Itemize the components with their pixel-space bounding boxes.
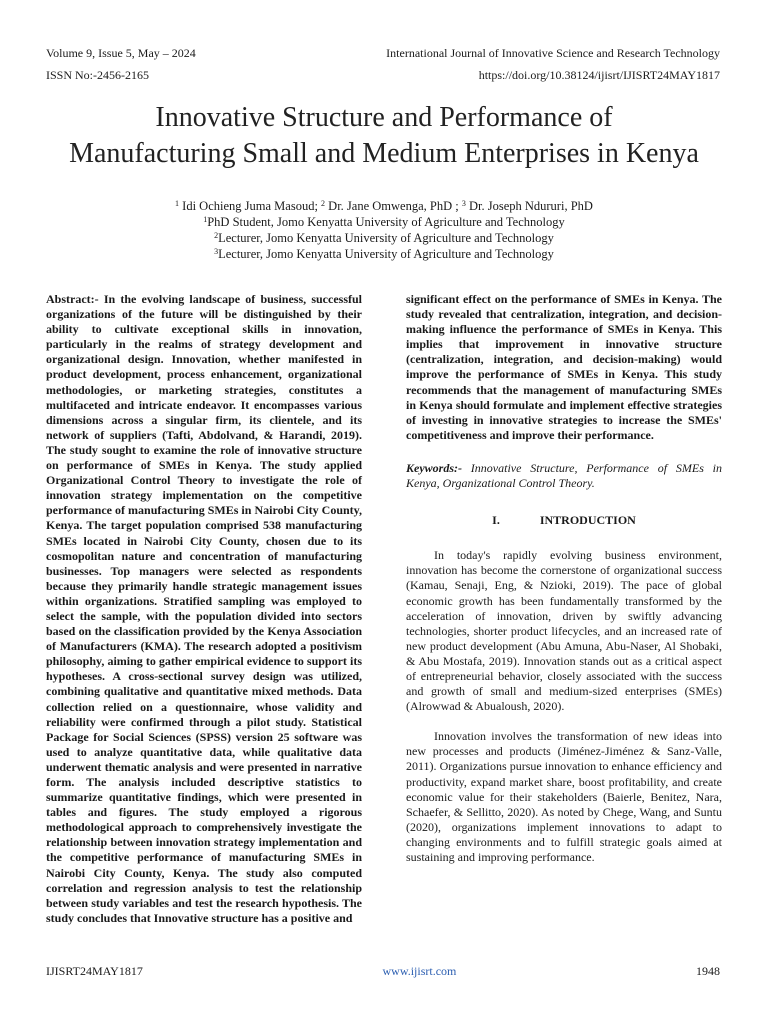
title-line-2: Manufacturing Small and Medium Enterprises in Kenya — [69, 138, 699, 169]
paper-title — [30, 100, 738, 172]
issn: ISSN No:-2456-2165 — [46, 68, 150, 82]
running-header-top — [46, 46, 720, 60]
footer-website-link[interactable]: www.ijisrt.com — [382, 964, 457, 978]
author-2-sup: 2 — [321, 199, 326, 208]
author-1: Idi Ochieng Juma Masoud; — [179, 199, 322, 213]
affiliation-2-sup: 2 — [214, 231, 219, 240]
author-3: Dr. Joseph Ndururi, PhD — [465, 199, 593, 213]
keywords-label: Keywords:- — [406, 460, 462, 475]
keywords — [406, 461, 722, 491]
section-title: INTRODUCTION — [539, 513, 636, 528]
author-2: Dr. Jane Omwenga, PhD ; — [325, 199, 462, 213]
running-header-bottom — [46, 68, 720, 82]
page-number: 1948 — [696, 964, 720, 978]
section-heading-introduction — [406, 513, 722, 528]
volume-issue: Volume 9, Issue 5, May – 2024 — [46, 46, 196, 60]
intro-paragraph-2: Innovation involves the transformation of new ideas into new processes and products (Jiménez-Jiménez & Sanz-Valle, 2011). Organizations pursue innovation to enhance efficiency and productivity, expand market share, boost profitability, and create economic value for their stakeholders (Baierle, Benitez, Nara, Schaefer, & Sellitto, 2020). As noted by Chege, Wang, and Suntu (2020), organizations implement innovations to adapt to changing environments and to fulfill strategic goals aimed at sustaining and improving performance. — [406, 729, 722, 864]
affiliation-1-text: PhD Student, Jomo Kenyatta University of Agriculture and Technology — [207, 215, 565, 229]
abstract-text: Abstract:- In the evolving landscape of business, successful organizations of the future will be distinguished by their ability to cultivate exceptional skills in innovation, particularly in the realms of strategy development and organizational design. Innovation, whether manifested in product development, process enhancement, organizational methodologies, or marketing strategies, constitutes a multifaceted and intricate endeavor. It encompasses various dimensions across a singular firm, its clientele, and its network of suppliers (Tafti, Abdolvand, & Harandi, 2019). The study sought to examine the role of innovative structure on performance of SMEs in Kenya. The study applied Organizational Control Theory to investigate the role of innovation strategy implementation on the competitive performance of manufacturing SMEs in Nairobi City County, Kenya. The target population comprised 538 manufacturing SMEs located in Nairobi City County, chosen due to its cosmopolitan nature and concentration of manufacturing businesses. Top managers were selected as respondents because they primarily handle strategic management issues within organizations. Stratified sampling was employed to select the sample, with the population divided into sectors based on the classification provided by the Kenya Association of Manufacturers (KMA). The research adopted a positivism philosophy, aiming to gather empirical evidence to support its hypotheses. A cross-sectional survey design was utilized, combining qualitative and quantitative mixed methods. Data collection relied on a questionnaire, whose validity and reliability were confirmed through a pilot study. Statistical Package for Social Sciences (SPSS) version 25 software was used to analyze quantitative data, while qualitative data underwent thematic analysis and were presented in narrative form. The analysis included descriptive statistics to summarize quantitative findings, which were presented in tables and figures. The study employed a rigorous methodological approach to comprehensively investigate the relationship between innovation strategy implementation and the competitive performance of manufacturing SMEs in Nairobi City County, Kenya. The study also computed correlation and regression analysis to test the relationship between study variables and test the research hypothesis. The study concludes that Innovative structure has a positive and — [46, 292, 362, 925]
journal-name: International Journal of Innovative Science and Research Technology — [386, 46, 720, 60]
footer-paper-code: IJISRT24MAY1817 — [46, 964, 143, 978]
affiliation-2-text: Lecturer, Jomo Kenyatta University of Agriculture and Technology — [218, 231, 554, 245]
right-column — [406, 292, 722, 880]
keywords-text: Innovative Structure, Performance of SMEs in Kenya, Organizational Control Theory. — [406, 460, 722, 491]
affiliation-3-sup: 3 — [214, 247, 219, 256]
author-names — [40, 198, 728, 214]
author-3-sup: 3 — [461, 199, 466, 208]
left-column — [46, 292, 362, 926]
affiliation-1 — [40, 214, 728, 230]
doi-link[interactable]: https://doi.org/10.38124/ijisrt/IJISRT24MAY1817 — [478, 68, 720, 82]
author-1-sup: 1 — [175, 199, 180, 208]
affiliation-3 — [40, 246, 728, 262]
affiliation-2 — [40, 230, 728, 246]
intro-paragraph-1: In today's rapidly evolving business environment, innovation has become the cornerstone of organizational success (Kamau, Senaji, Eng, & Nzioki, 2019). The pace of global economic growth has been fundamentally transformed by the acceleration of innovation, driven by swiftly advancing technologies, shorter product lifecycles, and an increased rate of new product development (Abu Amuna, Abu-Naser, Al Shobaki, & Abu Mostafa, 2019). Innovation stands out as a critical aspect of entrepreneurial behavior, closely associated with the success and growth of small and medium-sized enterprises (SMEs) (Alrowwad & Abualoush, 2020). — [406, 548, 722, 714]
page-footer — [46, 964, 720, 979]
abstract-continued: significant effect on the performance of SMEs in Kenya. The study revealed that centralization, integration, and decision-making influence the performance of SMEs in Kenya. This implies that improvement in innovative structure (centralization, integration, and decision-making) would improve the performance of SMEs in Kenya. This study recommends that the management of manufacturing SMEs in Kenya should formulate and implement effective strategies of investing in innovative strategies to increase the SMEs' competitiveness and improve their performance. — [406, 292, 722, 442]
section-number: I. — [492, 513, 500, 528]
affiliation-1-sup: 1 — [203, 215, 208, 224]
affiliation-3-text: Lecturer, Jomo Kenyatta University of Agriculture and Technology — [218, 247, 554, 261]
title-line-1: Innovative Structure and Performance of — [155, 102, 613, 133]
author-block — [40, 198, 728, 262]
